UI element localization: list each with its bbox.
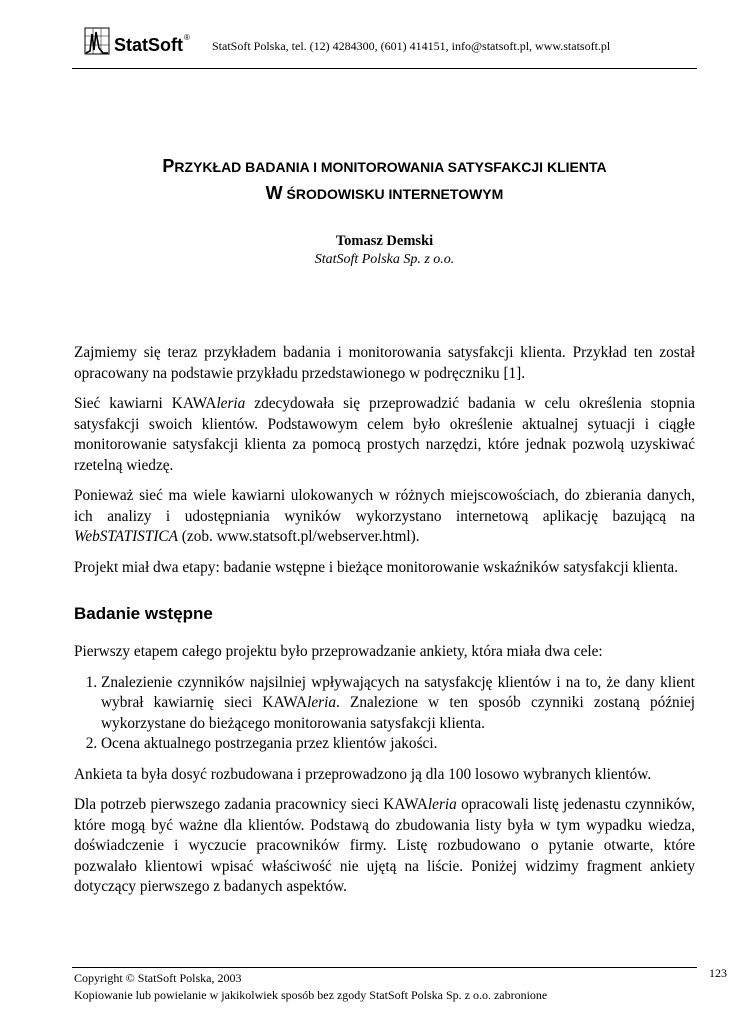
paragraph-network: Sieć kawiarni KAWAleria zdecydowała się przeprowadzić badania w celu określenia stopnia satysfakcji swoich klientów. Podstawowym celem było określenie aktualnej sytuacji i ciągłe monitorowanie satysfakcji klienta za pomocą prostych narzędzi, które jednak pozwolą uzyskiwać rzetelną wiedzę. <box>74 395 695 474</box>
article-body <box>74 343 695 908</box>
section-heading: Badanie wstępne <box>74 604 213 623</box>
article-title: PRZYKŁAD BADANIA I MONITOROWANIA SATYSFAKCJI KLIENTA W ŚRODOWISKU INTERNETOWYM <box>162 156 607 203</box>
paragraph-survey: Pierwszy etapem całego projektu było przeprowadzanie ankiety, która miała dwa cele: <box>74 643 603 660</box>
page-number: 123 <box>709 966 727 980</box>
list-item: 2. Ocena aktualnego postrzegania przez klientów jakości. <box>101 734 695 755</box>
paragraph-application: Ponieważ sieć ma wiele kawiarni ulokowanych w różnych miejscowościach, do zbierania danych, ich analizy i udostępniania wyników wykorzystano internetową aplikację bazującą na WebSTATISTICA (zob. www.statsoft.pl/webserver.html). <box>74 487 695 545</box>
list-item: 1. Znalezienie czynników najsilniej wpływających na satysfakcję klientów i na to, że dany klient wybrał kawiarnię sieci KAWAleria. Znalezione w ten sposób czynniki zostaną później wykorzystane do bieżącego monitorowania satysfakcji klienta. <box>101 673 695 735</box>
statsoft-chart-icon <box>84 26 110 56</box>
paragraph-sample: Ankieta ta była dosyć rozbudowana i przeprowadzono ją dla 100 losowo wybranych klientów. <box>74 765 652 783</box>
header-contact: StatSoft Polska, tel. (12) 4284300, (601) 414151, info@statsoft.pl, www.statsoft.pl <box>212 39 611 53</box>
footer-divider <box>72 967 697 968</box>
statsoft-logo <box>84 26 190 56</box>
page-footer <box>74 970 547 1004</box>
paragraph-intro: Zajmiemy się teraz przykładem badania i monitorowania satysfakcji klienta. Przykład ten został opracowany na podstawie przykładu przedstawionego w podręczniku [1]. <box>74 344 695 382</box>
paragraph-factors: Dla potrzeb pierwszego zadania pracownicy sieci KAWAleria opracowali listę jedenastu czynników, które mogą być ważne dla klientów. Podstawą do zbudowania listy była w tym wypadku wiedza, doświadczenie i wyczucie pracowników firmy. Listę rozbudowano o pytanie otwarte, które pozwalało klientowi wpisać właściwość nie ujętą na liście. Poniżej widzimy fragment ankiety dotyczący pierwszego z badanych aspektów. <box>74 796 695 895</box>
paragraph-stages: Projekt miał dwa etapy: badanie wstępne i bieżące monitorowanie wskaźników satysfakcji klienta. <box>74 558 679 576</box>
footer-notice: Kopiowanie lub powielanie w jakikolwiek sposób bez zgody StatSoft Polska Sp. z o.o. zabronione <box>74 988 548 1002</box>
goals-list <box>74 673 695 755</box>
logo-text: StatSoft <box>114 35 183 55</box>
logo-registered-mark: ® <box>184 33 190 42</box>
author-affiliation: StatSoft Polska Sp. z o.o. <box>314 252 455 267</box>
page-header <box>72 20 697 69</box>
author-name: Tomasz Demski <box>335 233 434 249</box>
footer-copyright: Copyright © StatSoft Polska, 2003 <box>74 971 242 985</box>
